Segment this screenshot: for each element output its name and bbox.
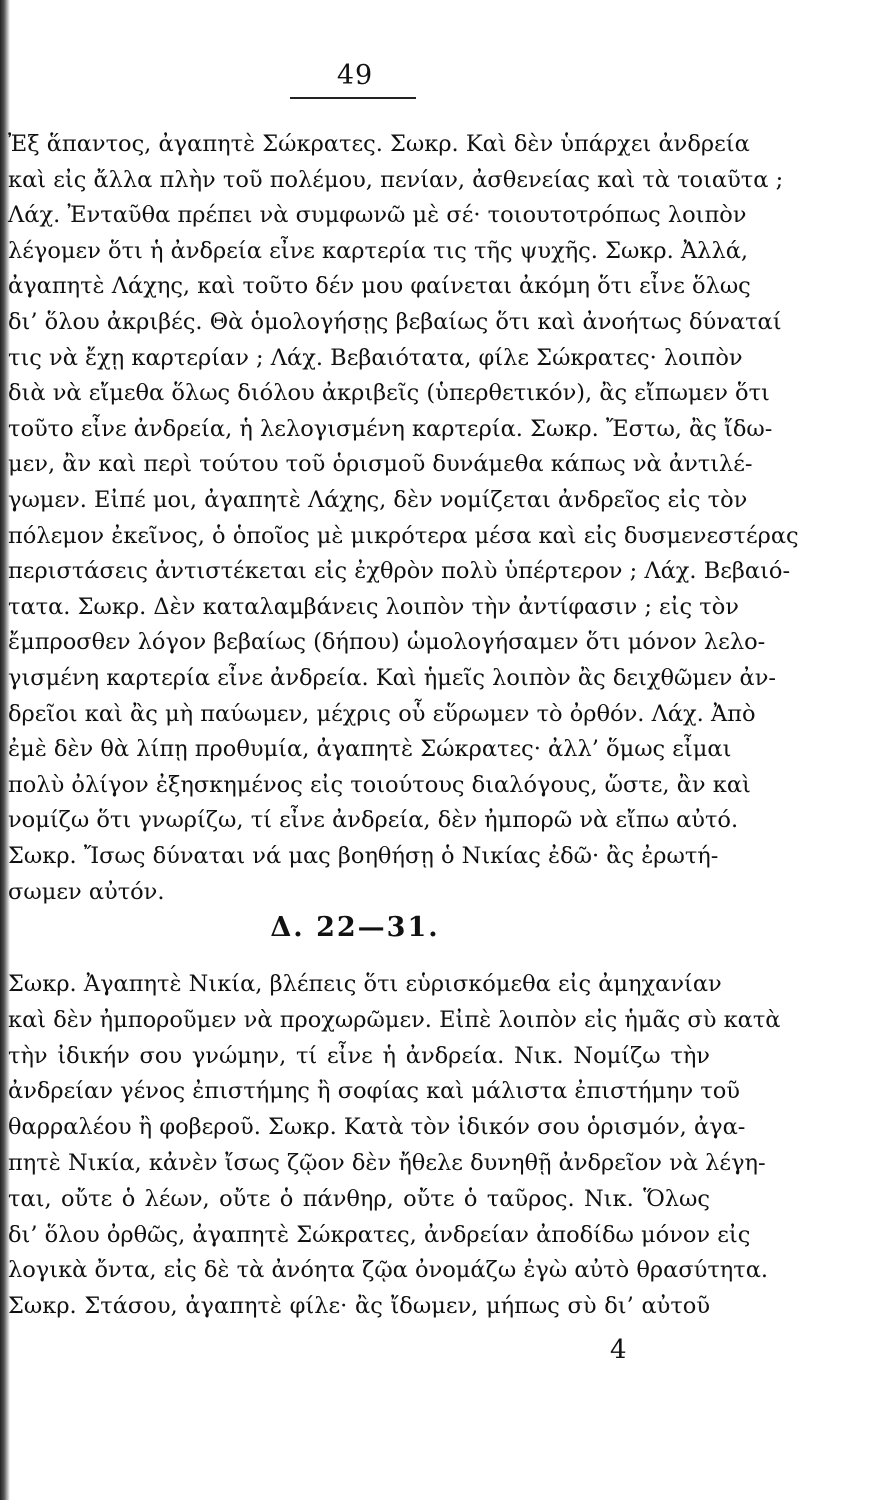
section-heading: Δ. 22—31. (270, 912, 440, 943)
text-line: θαρραλέου ἢ φοβεροῦ. Σωκρ. Κατὰ τὸν ἰδικόν σου ὁρισμόν, ἀγα- (8, 1114, 746, 1141)
text-line: πολὺ ὀλίγον ἐξησκημένος εἰς τοιούτους διαλόγους, ὥστε, ἂν καὶ (8, 771, 751, 798)
text-line: σωμεν αὐτόν. (8, 878, 165, 905)
text-line: νομίζω ὅτι γνωρίζω, τί εἶνε ἀνδρεία, δὲν ἠμπορῶ νὰ εἴπω αὐτό. (8, 807, 739, 834)
text-line: ται, οὔτε ὁ λέων, οὔτε ὁ πάνθηρ, οὔτε ὁ ταῦρος. Νικ. Ὅλως (8, 1185, 710, 1212)
text-line: λέγομεν ὅτι ἡ ἀνδρεία εἶνε καρτερία τις τῆς ψυχῆς. Σωκρ. Ἀλλά, (8, 237, 749, 264)
text-line: διὰ νὰ εἴμεθα ὅλως διόλου ἀκριβεῖς (ὑπερθετικόν), ἂς εἴπωμεν ὅτι (8, 380, 770, 407)
text-line: καὶ εἰς ἄλλα πλὴν τοῦ πολέμου, πενίαν, ἀσθενείας καὶ τὰ τοιαῦτα ; (8, 166, 784, 193)
text-line: δι’ ὅλου ὀρθῶς, ἀγαπητὲ Σώκρατες, ἀνδρείαν ἀποδίδω μόνον εἰς (8, 1221, 751, 1248)
text-line: τις νὰ ἔχῃ καρτερίαν ; Λάχ. Βεβαιότατα, φίλε Σώκρατες· λοιπὸν (8, 344, 743, 371)
text-line: τατα. Σωκρ. Δὲν καταλαμβάνεις λοιπὸν τὴν ἀντίφασιν ; εἰς τὸν (8, 593, 739, 620)
page-number (0, 60, 710, 91)
text-line: γωμεν. Εἰπέ μοι, ἀγαπητὲ Λάχης, δὲν νομίζεται ἀνδρεῖος εἰς τὸν (8, 487, 748, 513)
text-line: καὶ δὲν ἠμποροῦμεν νὰ προχωρῶμεν. Εἰπὲ λοιπὸν εἰς ἡμᾶς σὺ κατὰ (8, 1006, 781, 1033)
text-line: ἀγαπητὲ Λάχης, καὶ τοῦτο δέν μου φαίνεται ἀκόμη ὅτι εἶνε ὅλως (8, 273, 751, 300)
signature-mark: 4 (610, 1335, 627, 1365)
text-line: δι’ ὅλου ἀκριβές. Θὰ ὁμολογήσῃς βεβαίως ὅτι καὶ ἀνοήτως δύναταί (8, 309, 782, 335)
text-line: μεν, ἂν καὶ περὶ τούτου τοῦ ὁρισμοῦ δυνάμεθα κάπως νὰ ἀντιλέ- (8, 451, 753, 478)
text-line: πόλεμον ἐκεῖνος, ὁ ὁποῖος μὲ μικρότερα μέσα καὶ εἰς δυσμενεστέρας (8, 522, 799, 549)
text-line: περιστάσεις ἀντιστέκεται εἰς ἐχθρὸν πολὺ ὑπέρτερον ; Λάχ. Βεβαιό- (8, 558, 791, 585)
text-line: Λάχ. Ἐνταῦθα πρέπει νὰ συμφωνῶ μὲ σέ· τοιουτοτρόπως λοιπὸν (8, 202, 747, 229)
text-line: τοῦτο εἶνε ἀνδρεία, ἡ λελογισμένη καρτερία. Σωκρ. Ἔστω, ἂς ἴδω- (8, 415, 773, 442)
text-line: δρεῖοι καὶ ἂς μὴ παύωμεν, μέχρις οὗ εὕρωμεν τὸ ὀρθόν. Λάχ. Ἀπὸ (8, 700, 756, 727)
text-line: τὴν ἰδικήν σου γνώμην, τί εἶνε ἡ ἀνδρεία. Νικ. Νομίζω τὴν (8, 1042, 710, 1069)
text-line: Ἐξ ἅπαντος, ἀγαπητὲ Σώκρατες. Σωκρ. Καὶ δὲν ὑπάρχει ἀνδρεία (8, 131, 750, 157)
text-line: ἐμὲ δὲν θὰ λίπῃ προθυμία, ἀγαπητὲ Σώκρατες· ἀλλ’ ὅμως εἶμαι (8, 736, 732, 763)
page-number-text: 49 (336, 60, 374, 91)
text-line: ἀνδρείαν γένος ἐπιστήμης ἢ σοφίας καὶ μάλιστα ἐπιστήμην τοῦ (8, 1078, 740, 1105)
text-line: Σωκρ. Στάσου, ἀγαπητὲ φίλε· ἂς ἴδωμεν, μήπως σὺ δι’ αὐτοῦ (8, 1293, 710, 1320)
header-rule (290, 97, 416, 99)
text-line: γισμένη καρτερία εἶνε ἀνδρεία. Καὶ ἡμεῖς λοιπὸν ἂς δειχθῶμεν ἀν- (8, 665, 776, 691)
text-line: λογικὰ ὄντα, εἰς δὲ τὰ ἀνόητα ζῷα ὀνομάζω ἐγὼ αὐτὸ θρασύτητα. (8, 1257, 769, 1284)
text-line: πητὲ Νικία, κἀνὲν ἴσως ζῷον δὲν ἤθελε δυνηθῇ ἀνδρεῖον νὰ λέγη- (8, 1150, 766, 1176)
text-line: Σωκρ. Ἀγαπητὲ Νικία, βλέπεις ὅτι εὑρισκόμεθα εἰς ἀμηχανίαν (8, 971, 722, 997)
text-line: ἔμπροσθεν λόγον βεβαίως (δήπου) ὡμολογήσαμεν ὅτι μόνον λελο- (8, 629, 766, 656)
text-line: Σωκρ. Ἴσως δύναται νά μας βοηθήσῃ ὁ Νικίας ἐδῶ· ἂς ἐρωτή- (8, 843, 719, 869)
